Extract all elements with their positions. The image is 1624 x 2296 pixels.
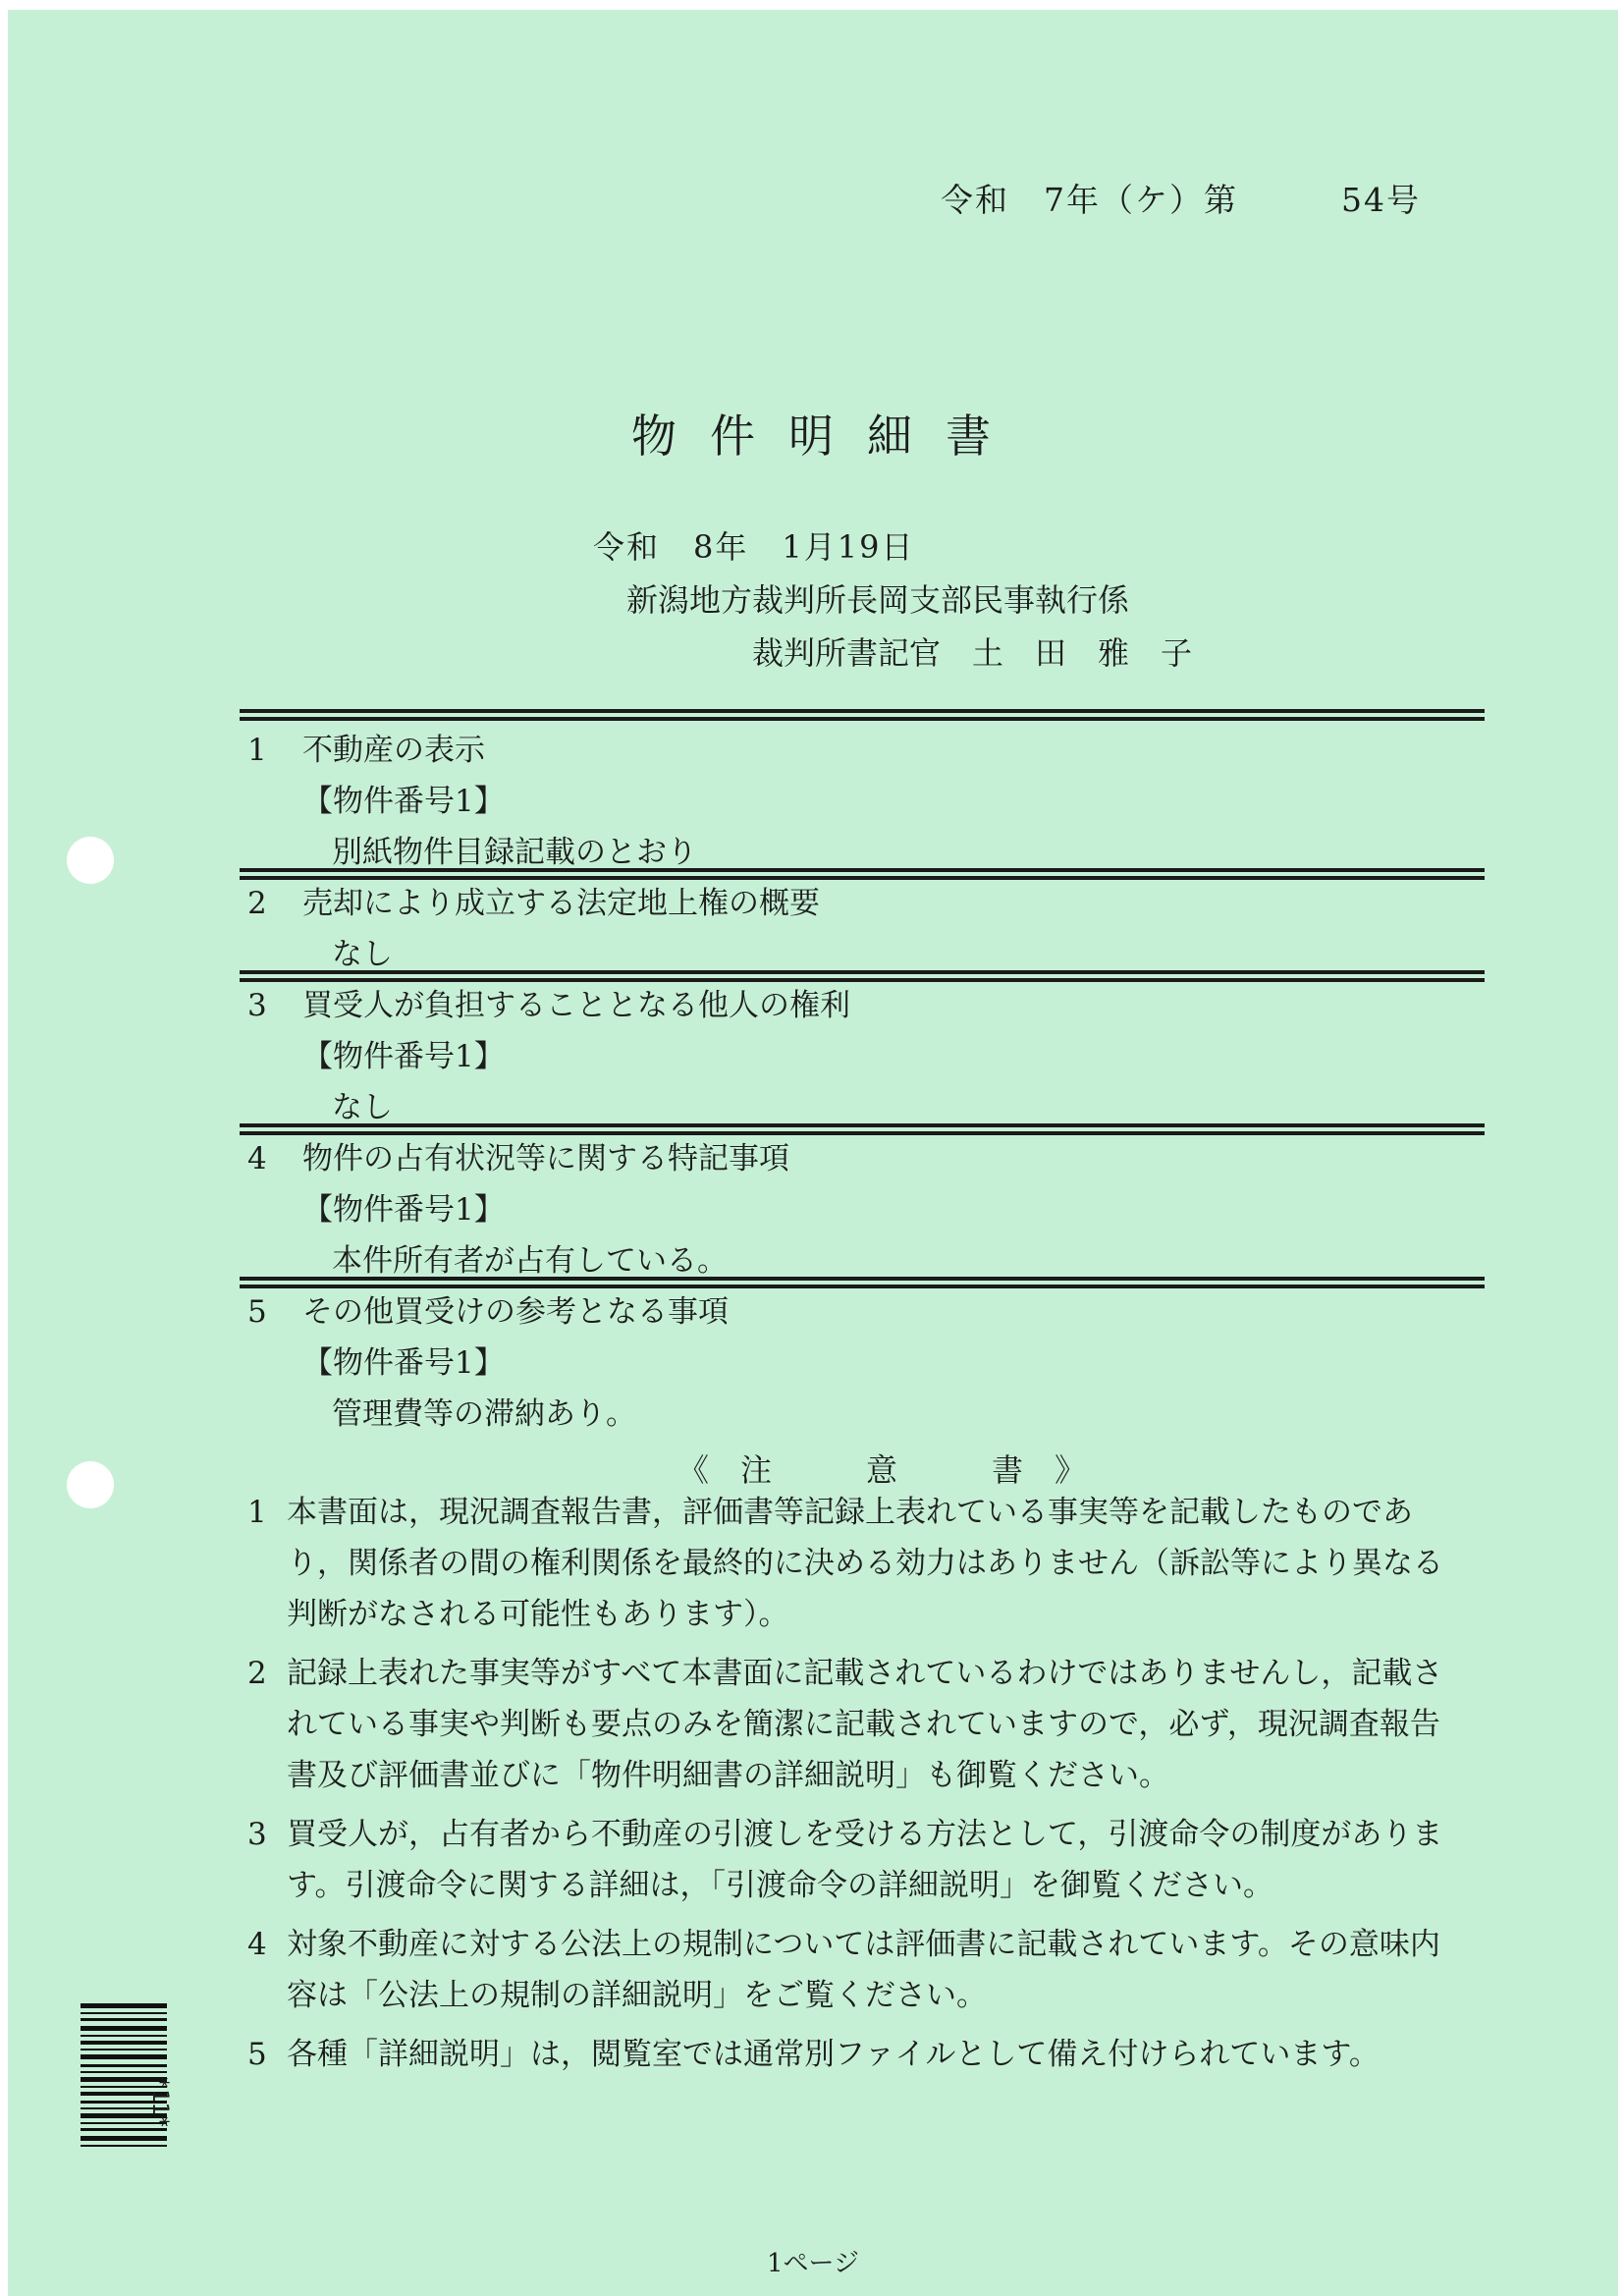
punch-hole (67, 837, 114, 884)
notice-text: 記録上表れた事実等がすべて本書面に記載されているわけではありませんし，記載されている事実や判断も要点のみを簡潔に記載されていますので，必ず，現況調査報告書及び評価書並びに「物件明細書の詳細説明」も御覧ください。 (287, 1656, 1443, 1793)
document-date: 令和 8年 1月19日 (593, 528, 915, 566)
notice-item (247, 2029, 1465, 2080)
clerk-name: 裁判所書記官 土 田 雅 子 (752, 634, 1193, 672)
section-heading: その他買受けの参考となる事項 (302, 1294, 729, 1330)
section-heading: 不動産の表示 (302, 733, 485, 768)
document-sheet (8, 10, 1618, 2296)
barcode-text: *11* (147, 2076, 172, 2128)
section-number: 2 (247, 886, 267, 921)
notice-text: 本書面は，現況調査報告書，評価書等記録上表れている事実等を記載したものであり，関係者の間の権利関係を最終的に決める効力はありません（訴訟等により異なる判断がなされる可能性もあります）。 (287, 1495, 1443, 1632)
notice-text: 買受人が，占有者から不動産の引渡しを受ける方法として，引渡命令の制度があります。引渡命令に関する詳細は，「引渡命令の詳細説明」を御覧ください。 (287, 1817, 1443, 1903)
section-4 (247, 1133, 789, 1286)
section-body: 別紙物件目録記載のとおり (332, 835, 697, 870)
section-number: 3 (247, 988, 267, 1023)
notice-item (247, 1648, 1465, 1801)
section-3 (247, 980, 850, 1133)
property-number: 【物件番号1】 (302, 1345, 505, 1381)
court-name: 新潟地方裁判所長岡支部民事執行係 (626, 581, 1130, 619)
case-number: 令和 7年（ケ）第 54号 (941, 181, 1421, 219)
notice-number: 2 (247, 1656, 267, 1691)
notice-number: 3 (247, 1817, 267, 1852)
page-number: 1ページ (766, 2249, 860, 2278)
property-number: 【物件番号1】 (302, 1192, 505, 1228)
notice-number: 1 (247, 1495, 267, 1530)
notice-item (247, 1487, 1465, 1640)
section-number: 1 (247, 733, 267, 768)
section-5 (247, 1286, 729, 1440)
notice-text: 対象不動産に対する公法上の規制については評価書に記載されています。その意味内容は「公法上の規制の詳細説明」をご覧ください。 (287, 1927, 1440, 2013)
property-number: 【物件番号1】 (302, 1039, 505, 1074)
section-number: 5 (247, 1294, 267, 1330)
section-body: なし (332, 1090, 393, 1125)
punch-hole (67, 1461, 114, 1508)
notice-number: 4 (247, 1927, 267, 1962)
section-1 (247, 725, 697, 878)
notice-title: 《 注 意 書 》 (677, 1451, 1087, 1489)
section-number: 4 (247, 1141, 267, 1176)
notice-list (247, 1487, 1465, 2088)
property-number: 【物件番号1】 (302, 784, 505, 819)
notice-item (247, 1809, 1465, 1911)
notice-text: 各種「詳細説明」は，閲覧室では通常別ファイルとして備え付けられています。 (287, 2037, 1380, 2072)
section-body: 本件所有者が占有している。 (332, 1243, 728, 1279)
double-rule (240, 709, 1485, 721)
section-2 (247, 878, 820, 980)
section-body: 管理費等の滞納あり。 (332, 1396, 636, 1432)
document-title: 物件明細書 (631, 410, 1024, 463)
notice-item (247, 1919, 1465, 2021)
section-heading: 買受人が負担することとなる他人の権利 (302, 988, 850, 1023)
notice-number: 5 (247, 2037, 267, 2072)
section-heading: 売却により成立する法定地上権の概要 (302, 886, 820, 921)
section-body: なし (332, 937, 393, 972)
section-heading: 物件の占有状況等に関する特記事項 (302, 1141, 789, 1176)
